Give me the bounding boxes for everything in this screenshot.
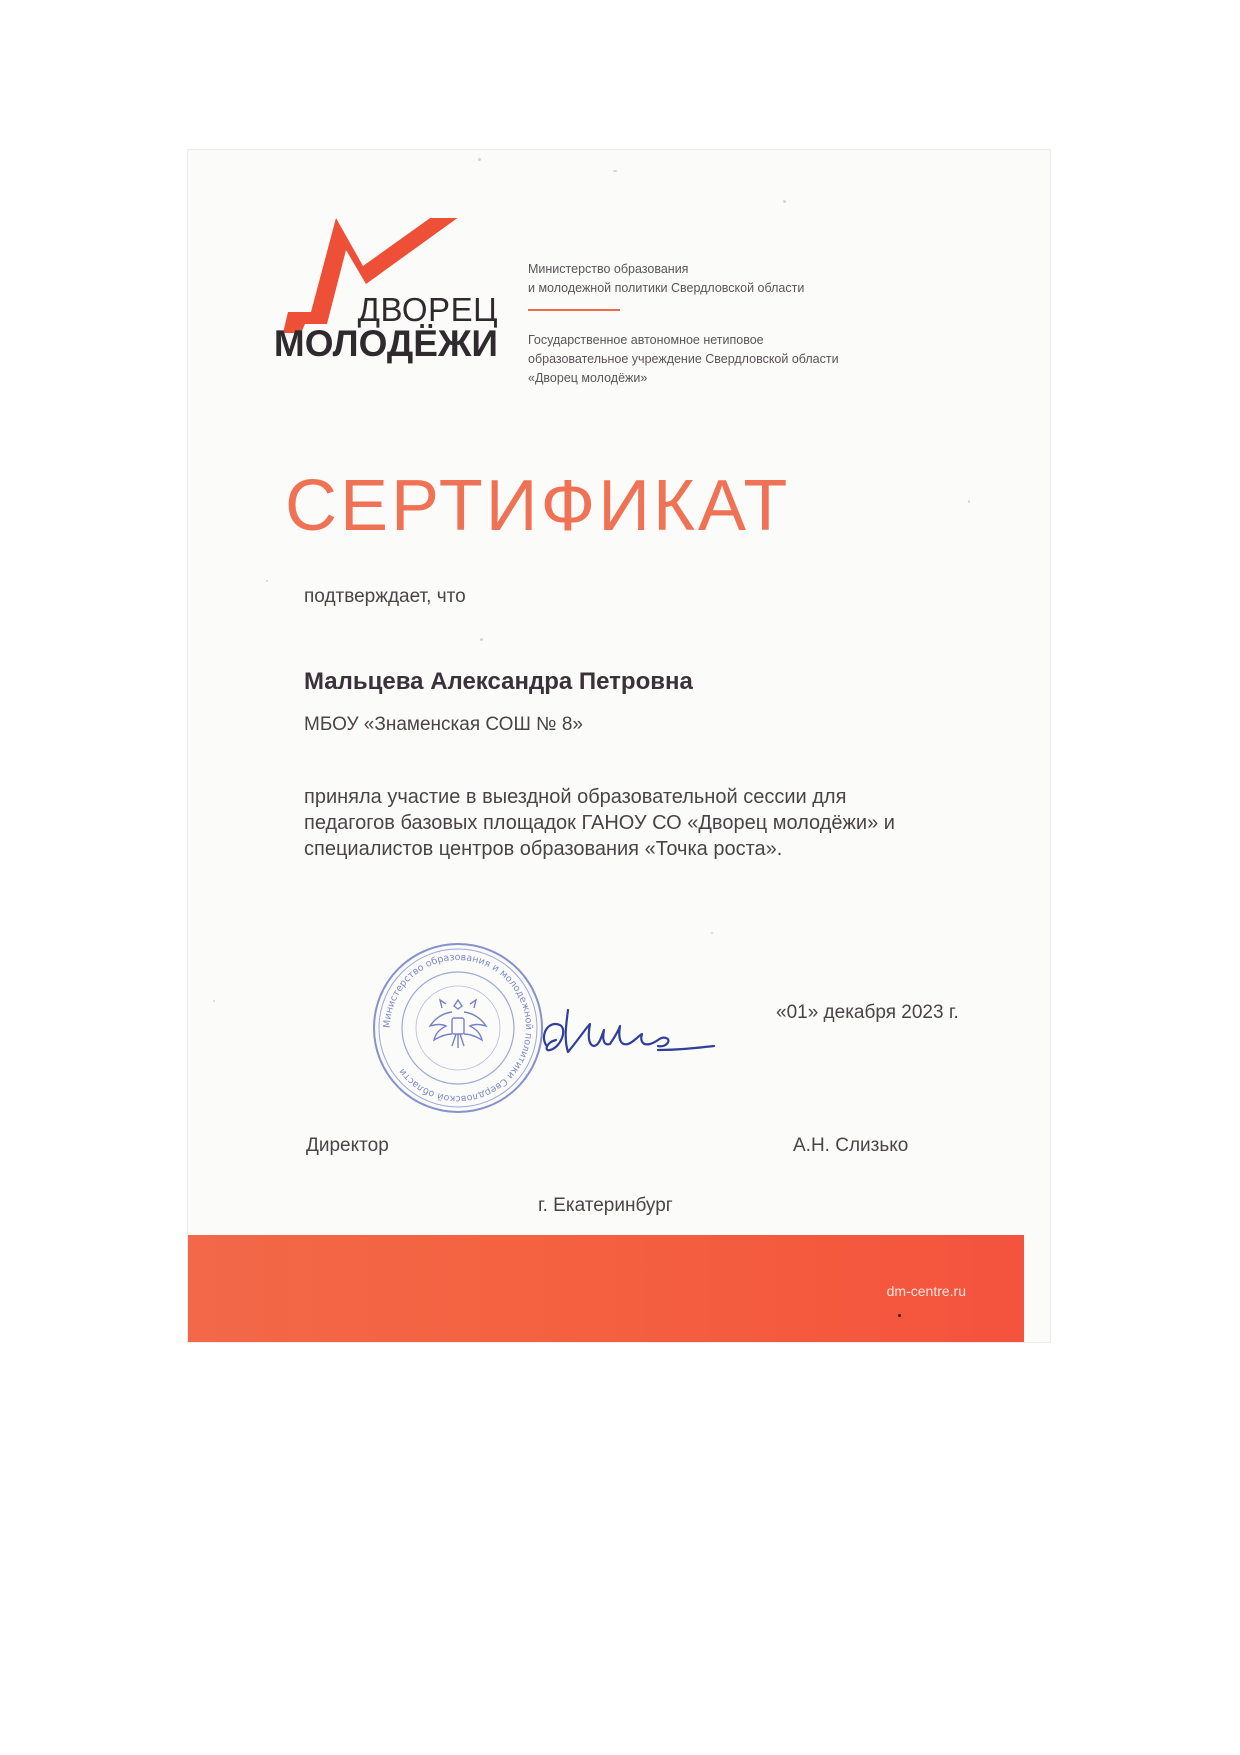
body-line-1: приняла участие в выездной образовательной сессии для — [304, 786, 847, 808]
recipient-name: Мальцева Александра Петровна — [304, 668, 693, 695]
recipient-school: МБОУ «Знаменская СОШ № 8» — [304, 714, 583, 735]
svg-text:Министерство образования и мол: Министерство образования и молодежной политики Свердловской области — [381, 951, 535, 1105]
official-stamp — [368, 938, 548, 1118]
logo-word-dvorets: ДВОРЕЦ — [357, 291, 498, 328]
dvorets-molodezhi-logo — [273, 218, 498, 368]
certificate-sheet — [188, 150, 1050, 1342]
certificate-body — [304, 784, 895, 862]
institution-line-3: «Дворец молодёжи» — [528, 371, 648, 385]
organization-info — [528, 260, 948, 388]
issue-city: г. Екатеринбург — [538, 1195, 673, 1216]
institution-line-1: Государственное автономное нетиповое — [528, 333, 764, 347]
logo-word-molodezhi: МОЛОДЁЖИ — [273, 323, 498, 364]
confirm-text: подтверждает, что — [304, 586, 466, 607]
website-url: dm-centre.ru — [886, 1283, 966, 1299]
footer-band — [188, 1235, 1024, 1342]
ministry-line-2: и молодежной политики Свердловской области — [528, 281, 805, 295]
institution-line-2: образовательное учреждение Свердловской области — [528, 352, 839, 366]
coat-of-arms-eagle-icon — [430, 1000, 486, 1048]
body-line-2: педагогов базовых площадок ГАНОУ СО «Дворец молодёжи» и — [304, 812, 895, 834]
signer-name: А.Н. Слизько — [793, 1135, 909, 1156]
body-line-3: специалистов центров образования «Точка роста». — [304, 838, 783, 860]
signer-position: Директор — [306, 1135, 389, 1156]
scan-dot — [898, 1314, 901, 1317]
certificate-title: СЕРТИФИКАТ — [285, 466, 791, 546]
ministry-line-1: Министерство образования — [528, 262, 689, 276]
director-signature — [538, 990, 718, 1070]
org-divider — [528, 309, 620, 311]
issue-date: «01» декабря 2023 г. — [776, 1002, 959, 1023]
